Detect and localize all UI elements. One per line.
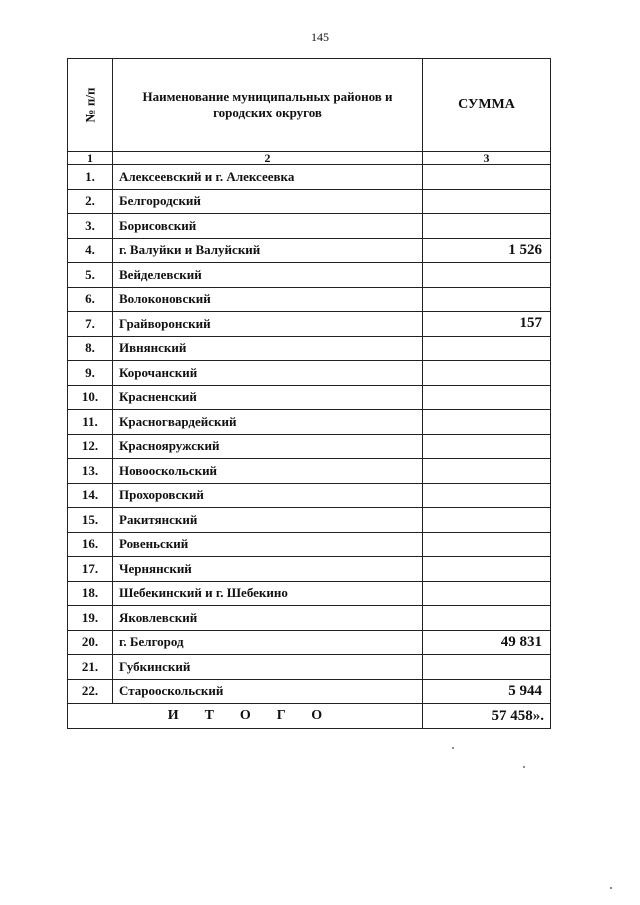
table-row (68, 434, 551, 459)
row-sum: 5 944 (423, 679, 551, 704)
table-row (68, 312, 551, 337)
table-row (68, 287, 551, 312)
total-label: ИТОГО (68, 704, 423, 729)
row-number: 2. (68, 189, 113, 214)
column-numbers-row (68, 152, 551, 165)
row-district-name: Яковлевский (113, 606, 423, 631)
row-district-name: Красненский (113, 385, 423, 410)
row-sum (423, 557, 551, 582)
table-row (68, 679, 551, 704)
row-district-name: Красногвардейский (113, 410, 423, 435)
row-district-name: Ивнянский (113, 336, 423, 361)
scan-speck (452, 747, 454, 749)
table-row (68, 165, 551, 190)
row-number: 16. (68, 532, 113, 557)
row-district-name: Волоконовский (113, 287, 423, 312)
row-district-name: Алексеевский и г. Алексеевка (113, 165, 423, 190)
row-number: 22. (68, 679, 113, 704)
row-sum (423, 361, 551, 386)
row-sum (423, 385, 551, 410)
table-row (68, 508, 551, 533)
row-number: 9. (68, 361, 113, 386)
row-sum (423, 606, 551, 631)
row-district-name: Чернянский (113, 557, 423, 582)
table-row (68, 263, 551, 288)
row-sum (423, 581, 551, 606)
row-number: 21. (68, 655, 113, 680)
row-number: 18. (68, 581, 113, 606)
row-number: 15. (68, 508, 113, 533)
row-district-name: Краснояружский (113, 434, 423, 459)
row-sum: 49 831 (423, 630, 551, 655)
row-sum (423, 410, 551, 435)
column-number: 2 (113, 152, 423, 165)
row-sum (423, 214, 551, 239)
row-district-name: Ровеньский (113, 532, 423, 557)
table-row (68, 483, 551, 508)
row-sum (423, 483, 551, 508)
row-district-name: Шебекинский и г. Шебекино (113, 581, 423, 606)
table-body (68, 165, 551, 704)
row-sum (423, 263, 551, 288)
row-sum: 157 (423, 312, 551, 337)
column-number: 3 (423, 152, 551, 165)
row-district-name: Белгородский (113, 189, 423, 214)
row-number: 1. (68, 165, 113, 190)
table-row (68, 630, 551, 655)
table-row (68, 655, 551, 680)
header-number-label: № п/п (82, 87, 97, 123)
header-name: Наименование муниципальных районов и городских округов (113, 59, 423, 152)
row-number: 17. (68, 557, 113, 582)
row-sum (423, 336, 551, 361)
table-row (68, 532, 551, 557)
row-district-name: Прохоровский (113, 483, 423, 508)
scan-speck (610, 887, 612, 889)
row-sum: 1 526 (423, 238, 551, 263)
row-sum (423, 165, 551, 190)
header-number (68, 59, 113, 152)
row-sum (423, 508, 551, 533)
row-district-name: г. Белгород (113, 630, 423, 655)
row-sum (423, 459, 551, 484)
row-number: 3. (68, 214, 113, 239)
row-sum (423, 189, 551, 214)
header-sum: СУММА (423, 59, 551, 152)
row-number: 20. (68, 630, 113, 655)
budget-table (67, 58, 551, 729)
row-number: 11. (68, 410, 113, 435)
scan-speck (523, 766, 525, 768)
total-row (68, 704, 551, 729)
row-number: 4. (68, 238, 113, 263)
table-row (68, 238, 551, 263)
table-row (68, 606, 551, 631)
table-row (68, 557, 551, 582)
row-district-name: Губкинский (113, 655, 423, 680)
table-row (68, 336, 551, 361)
row-district-name: Вейделевский (113, 263, 423, 288)
row-district-name: Новооскольский (113, 459, 423, 484)
row-district-name: Ракитянский (113, 508, 423, 533)
row-number: 6. (68, 287, 113, 312)
row-number: 14. (68, 483, 113, 508)
table-row (68, 459, 551, 484)
table-row (68, 581, 551, 606)
row-number: 5. (68, 263, 113, 288)
row-sum (423, 287, 551, 312)
row-number: 7. (68, 312, 113, 337)
row-district-name: Грайворонский (113, 312, 423, 337)
row-district-name: Борисовский (113, 214, 423, 239)
row-sum (423, 655, 551, 680)
row-district-name: Старооскольский (113, 679, 423, 704)
table-row (68, 214, 551, 239)
table-header-row (68, 59, 551, 152)
row-number: 19. (68, 606, 113, 631)
row-district-name: г. Валуйки и Валуйский (113, 238, 423, 263)
row-sum (423, 434, 551, 459)
table-row (68, 410, 551, 435)
row-number: 10. (68, 385, 113, 410)
total-sum: 57 458». (423, 704, 551, 729)
row-sum (423, 532, 551, 557)
row-district-name: Корочанский (113, 361, 423, 386)
table-row (68, 189, 551, 214)
row-number: 8. (68, 336, 113, 361)
table-row (68, 361, 551, 386)
page-number: 145 (311, 30, 329, 44)
row-number: 12. (68, 434, 113, 459)
column-number: 1 (68, 152, 113, 165)
table-row (68, 385, 551, 410)
row-number: 13. (68, 459, 113, 484)
